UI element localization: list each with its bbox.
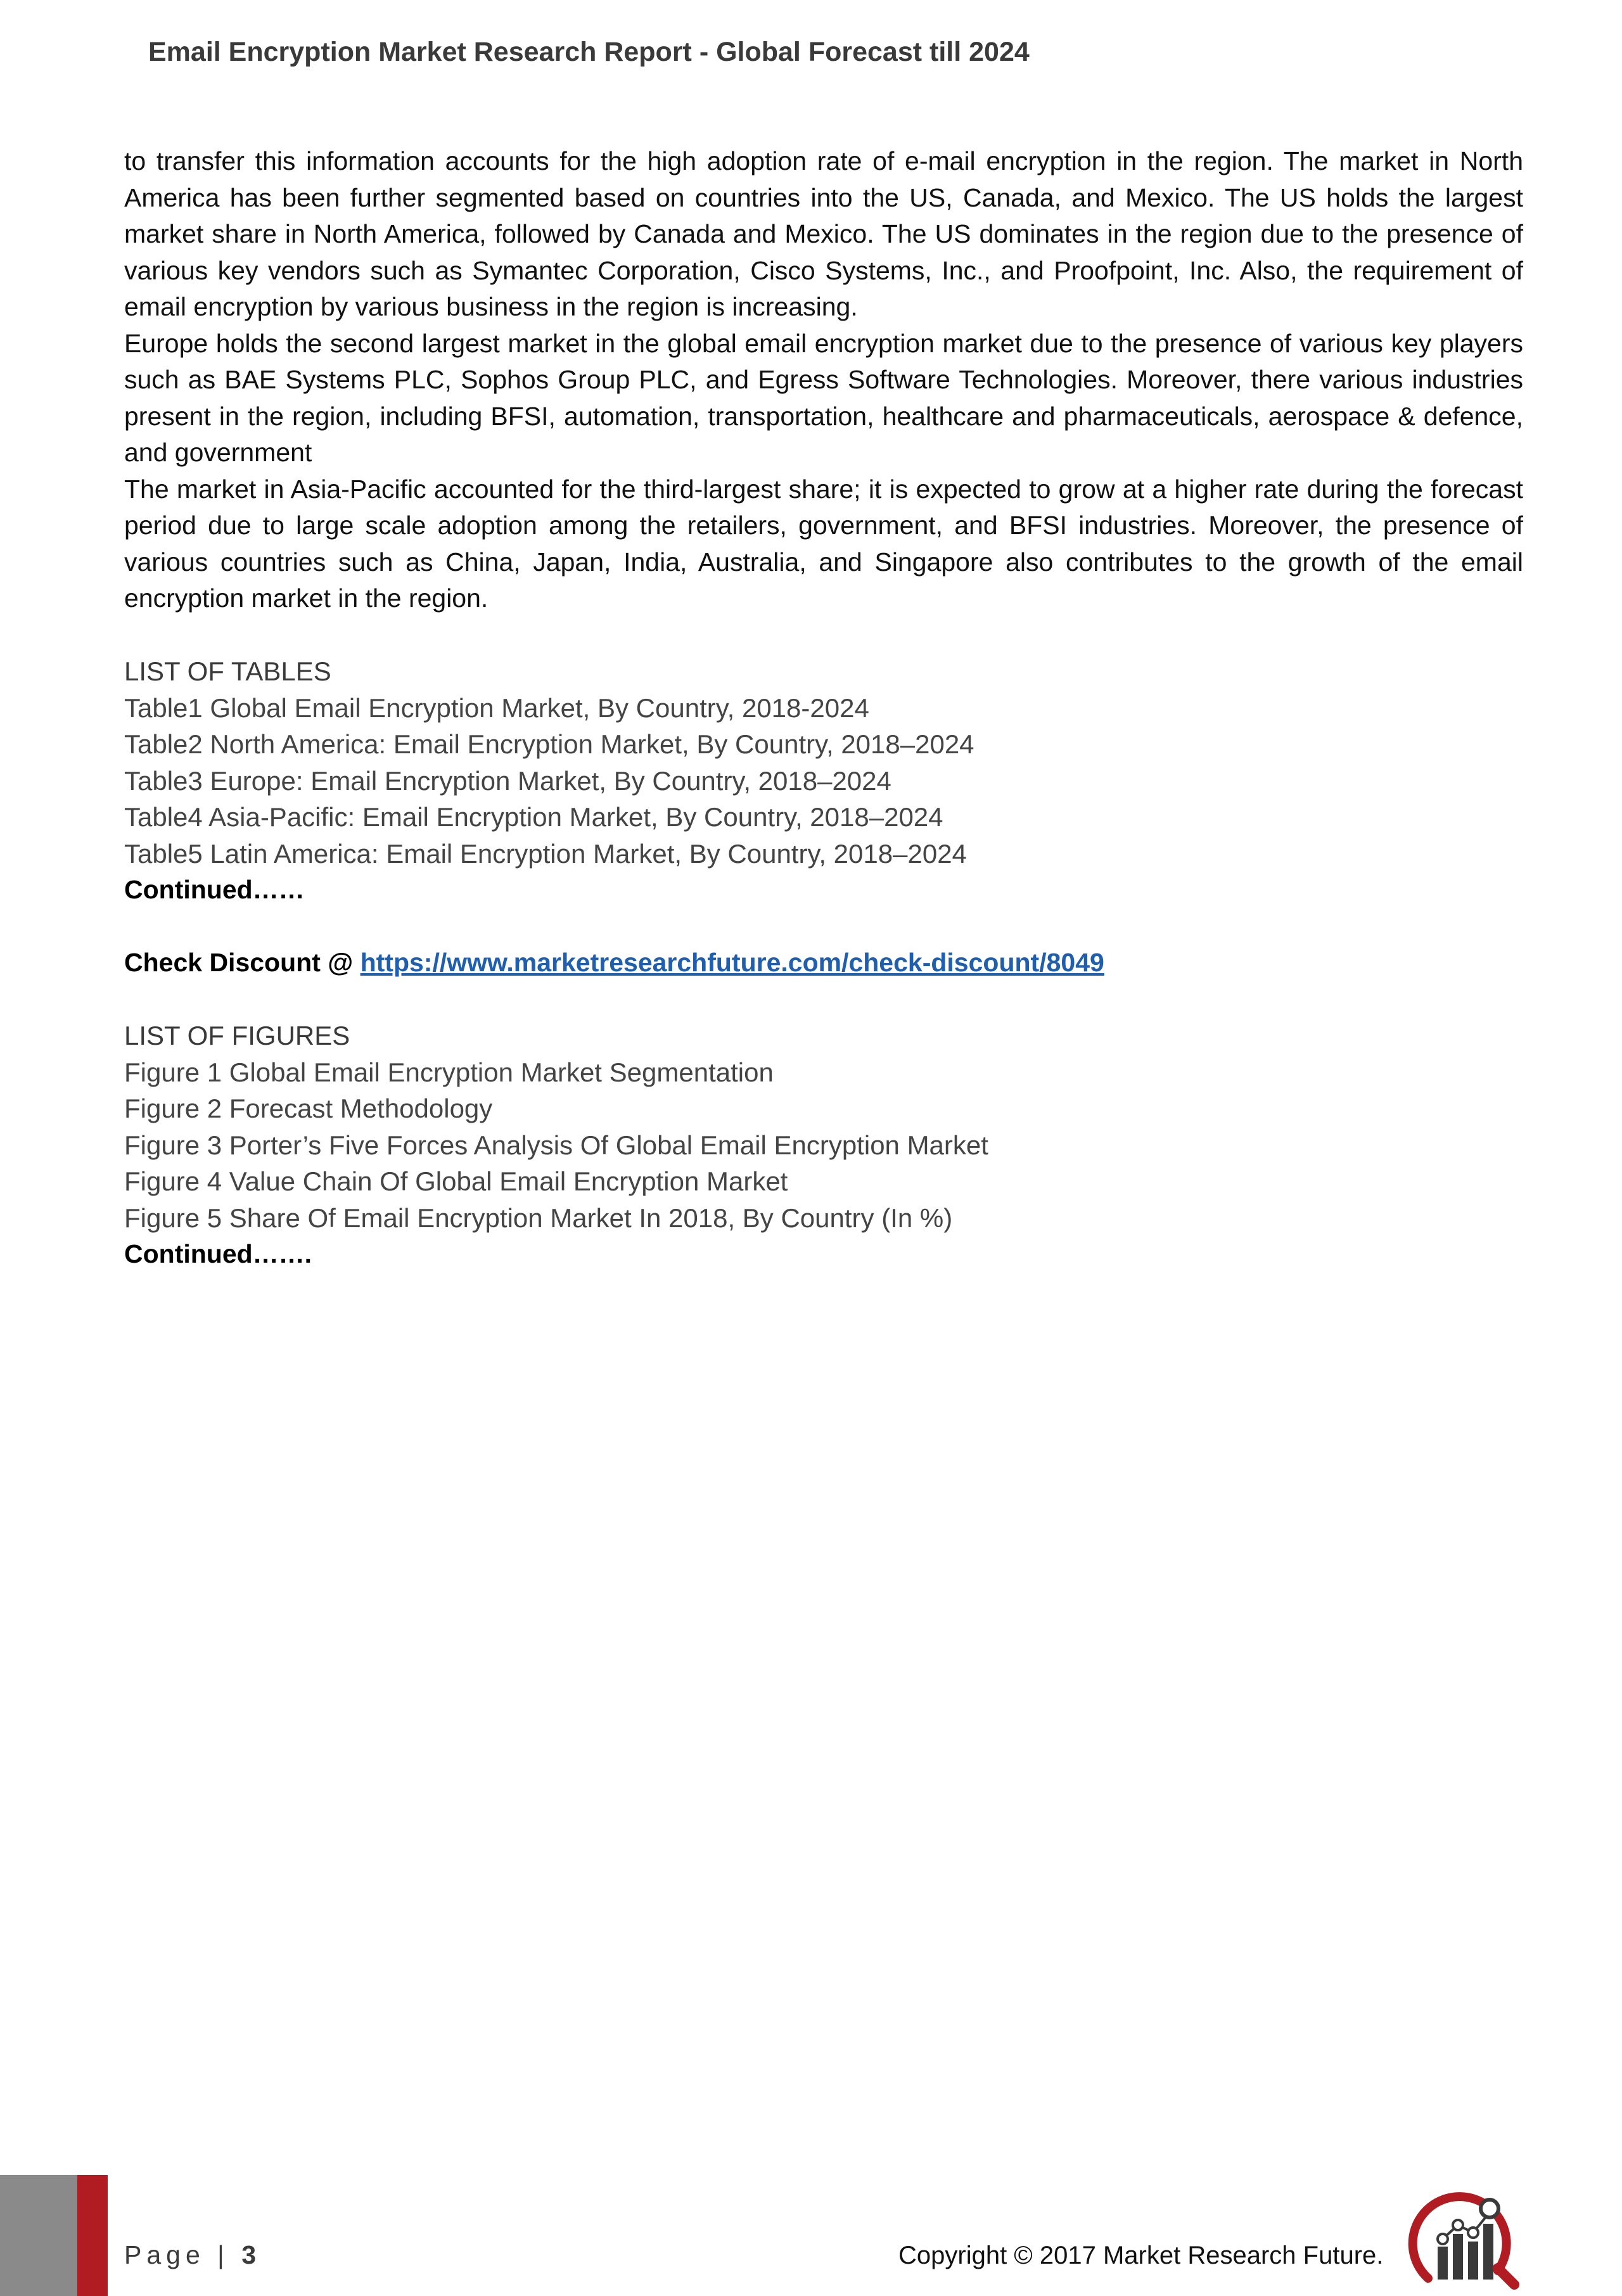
paragraph-north-america: to transfer this information accounts for the high adoption rate of e-mail encryption in the region. The market in North America has been further segmented based on countries into the US, Canada, and Mexico. The US holds the largest market share in North America, followed by Canada and Mexico. The US dominates in the region due to the presence of various key vendors such as Symantec Corporation, Cisco Systems, Inc., and Proofpoint, Inc. Also, the requirement of email encryption by various business in the region is increasing. <box>124 146 1523 321</box>
table-list-item: Table3 Europe: Email Encryption Market, By Country, 2018–2024 <box>124 765 891 796</box>
page-number: 3 <box>241 2240 257 2269</box>
figures-continued-text: Continued……. <box>124 1239 312 1268</box>
page-header-title: Email Encryption Market Research Report - Global Forecast till 2024 <box>148 37 1030 67</box>
document-body <box>124 143 1523 1273</box>
check-discount-link[interactable]: https://www.marketresearchfuture.com/check-discount/8049 <box>360 948 1104 977</box>
table-list-item: Table2 North America: Email Encryption Market, By Country, 2018–2024 <box>124 729 974 759</box>
check-discount-line <box>124 945 1523 981</box>
figure-list-item: Figure 1 Global Email Encryption Market Segmentation <box>124 1057 774 1087</box>
list-of-figures-heading: LIST OF FIGURES <box>124 1021 350 1050</box>
figure-list-item: Figure 4 Value Chain Of Global Email Encryption Market <box>124 1166 788 1196</box>
table-list-item: Table1 Global Email Encryption Market, By Country, 2018-2024 <box>124 692 869 723</box>
spacer <box>124 909 1523 945</box>
footer-gray-bar <box>0 2175 77 2296</box>
table-list-item: Table5 Latin America: Email Encryption Market, By Country, 2018–2024 <box>124 838 967 869</box>
figure-list-item: Figure 3 Porter’s Five Forces Analysis Of Global Email Encryption Market <box>124 1130 988 1160</box>
page-number-label <box>124 2240 256 2270</box>
spacer <box>124 981 1523 1018</box>
list-of-tables-heading: LIST OF TABLES <box>124 656 331 686</box>
check-discount-label: Check Discount @ <box>124 948 361 977</box>
tables-continued-text: Continued…… <box>124 875 305 904</box>
paragraph-asia-pacific: The market in Asia-Pacific accounted for the third-largest share; it is expected to grow at a higher rate during the forecast period due to large scale adoption among the retailers, government, and BFSI industries. Moreover, the presence of various countries such as China, Japan, India, Australia, and Singapore also contributes to the growth of the email encryption market in the region. <box>124 474 1523 613</box>
copyright-text: Copyright © 2017 Market Research Future. <box>898 2242 1384 2269</box>
page-label-text: Page | <box>124 2240 229 2269</box>
paragraph-europe: Europe holds the second largest market in the global email encryption market due to the presence of various key players such as BAE Systems PLC, Sophos Group PLC, and Egress Software Technologies. Moreover, there various industries present in the region, including BFSI, automation, transportation, healthcare and pharmaceuticals, aerospace & defence, and government <box>124 328 1523 467</box>
footer-red-bar <box>77 2175 108 2296</box>
figure-list-item: Figure 2 Forecast Methodology <box>124 1094 493 1123</box>
spacer <box>124 617 1523 654</box>
table-list-item: Table4 Asia-Pacific: Email Encryption Market, By Country, 2018–2024 <box>124 802 943 832</box>
figure-list-item: Figure 5 Share Of Email Encryption Market In 2018, By Country (In %) <box>124 1202 953 1233</box>
market-research-future-logo-icon <box>1403 2183 1523 2291</box>
